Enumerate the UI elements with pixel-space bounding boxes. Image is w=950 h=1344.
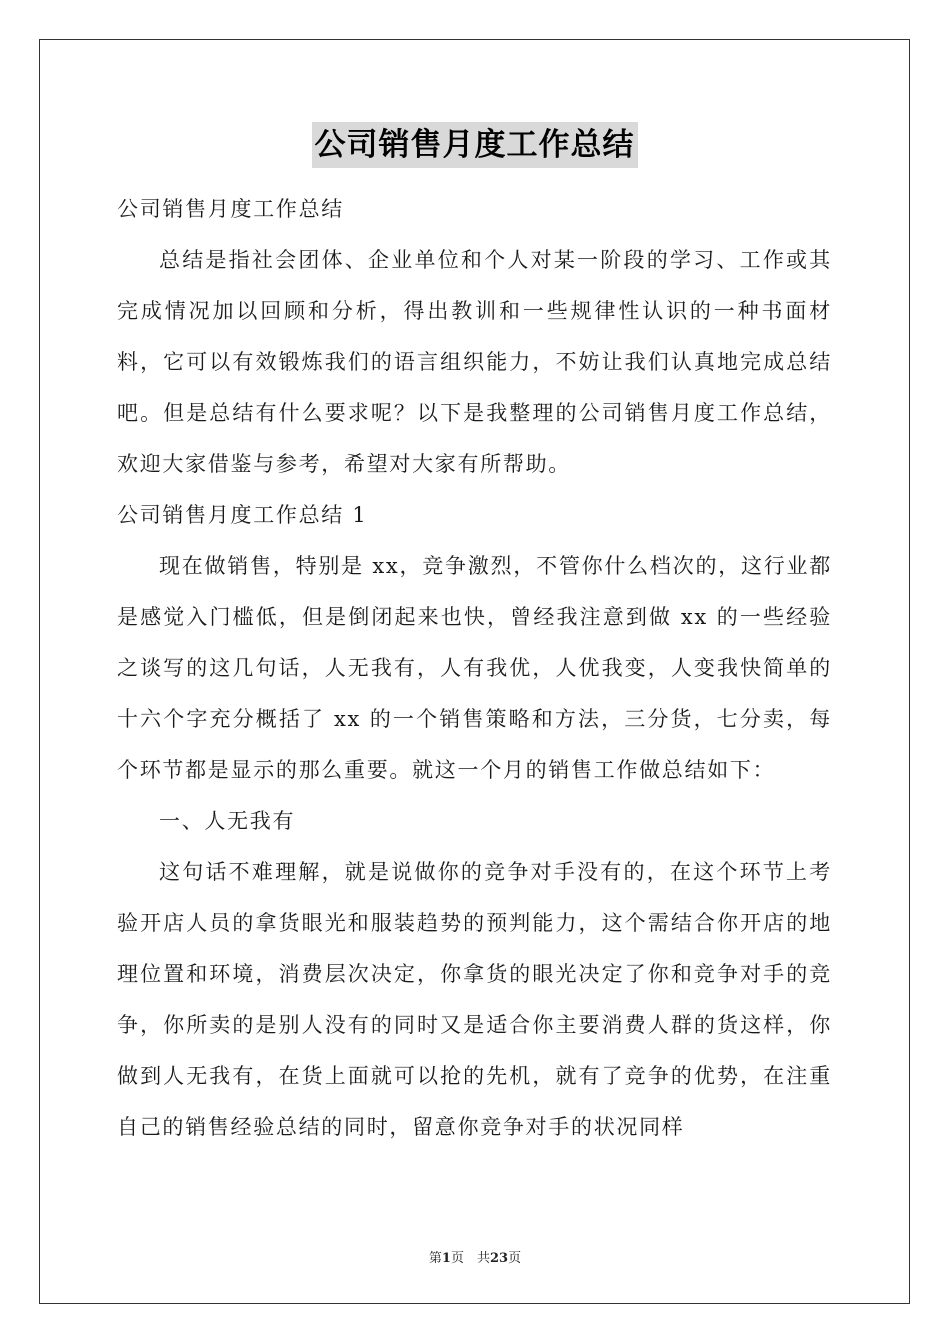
footer-current-page: 1	[441, 1251, 451, 1266]
footer-suffix: 页	[508, 1251, 522, 1266]
title-wrap	[117, 122, 832, 172]
point-heading: 一、人无我有	[159, 809, 296, 833]
page-footer	[0, 1247, 950, 1266]
footer-mid: 页 共	[450, 1251, 490, 1266]
footer-total-pages: 23	[489, 1251, 509, 1266]
document-body	[117, 122, 832, 1153]
section-heading: 公司销售月度工作总结 1	[117, 503, 368, 527]
footer-prefix: 第	[428, 1251, 442, 1266]
intro-paragraph: 总结是指社会团体、企业单位和个人对某一阶段的学习、工作或其完成情况加以回顾和分析，得出教训和一些规律性认识的一种书面材料，它可以有效锻炼我们的语言组织能力，不妨让我们认真地完成总结吧。但是总结有什么要求呢？以下是我整理的公司销售月度工作总结，欢迎大家借鉴与参考，希望对大家有所帮助。	[117, 248, 832, 476]
section-paragraph: 现在做销售，特别是 xx，竞争激烈，不管你什么档次的，这行业都是感觉入门槛低，但是倒闭起来也快，曾经我注意到做 xx 的一些经验之谈写的这几句话，人无我有，人有我优，人优我变，人变我快简单的十六个字充分概括了 xx 的一个销售策略和方法，三分货，七分卖，每个环节都是显示的那么重要。就这一个月的销售工作做总结如下：	[117, 554, 832, 782]
document-subtitle: 公司销售月度工作总结	[117, 197, 344, 221]
document-title: 公司销售月度工作总结	[312, 122, 638, 168]
point-paragraph: 这句话不难理解，就是说做你的竞争对手没有的，在这个环节上考验开店人员的拿货眼光和服装趋势的预判能力，这个需结合你开店的地理位置和环境，消费层次决定，你拿货的眼光决定了你和竞争对手的竞争，你所卖的是别人没有的同时又是适合你主要消费人群的货这样，你做到人无我有，在货上面就可以抢的先机，就有了竞争的优势，在注重自己的销售经验总结的同时，留意你竞争对手的状况同样	[117, 860, 832, 1139]
